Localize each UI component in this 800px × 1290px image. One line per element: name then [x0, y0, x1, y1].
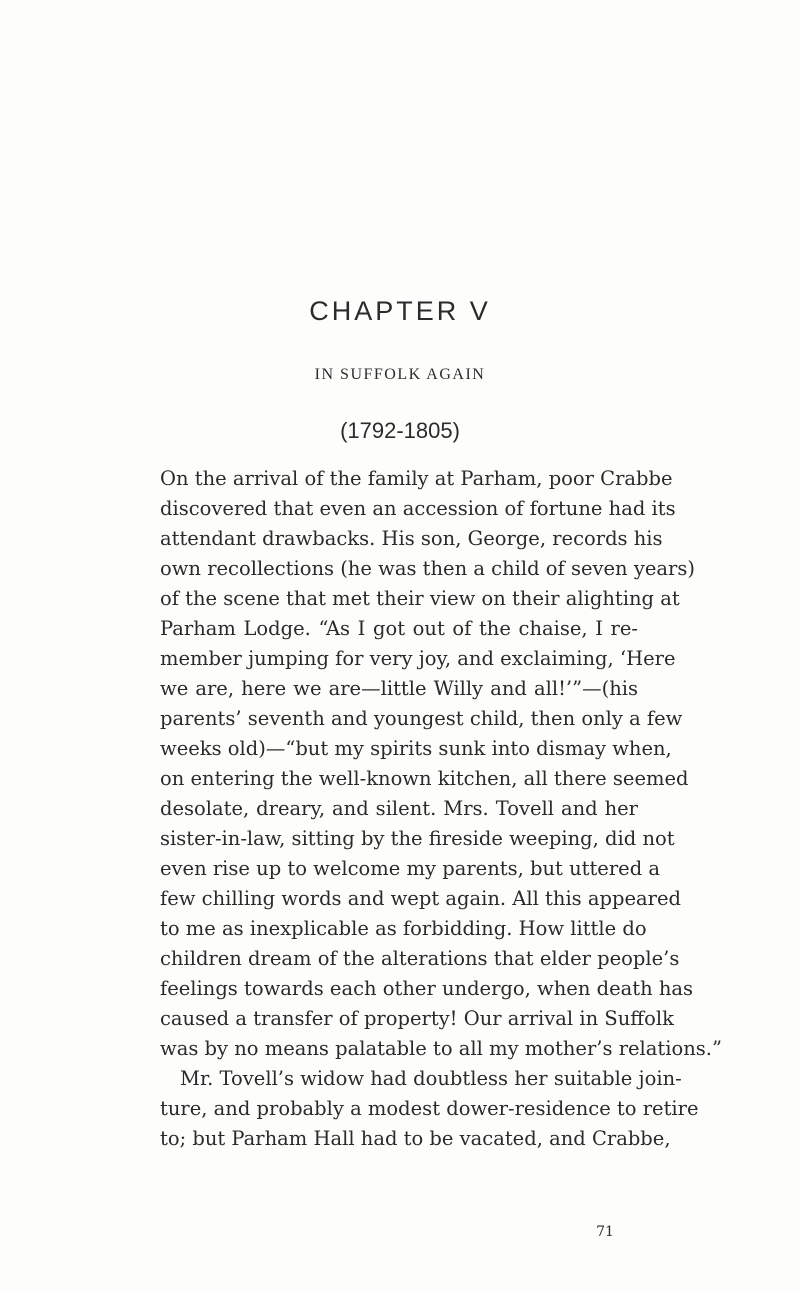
text-line: Mr. Tovell’s widow had doubtless her suitable join- [180, 1067, 682, 1090]
chapter-dates: (1792-1805) [340, 418, 460, 443]
text-line: even rise up to welcome my parents, but uttered a [160, 857, 661, 880]
text-line: parents’ seventh and youngest child, then only a few [160, 707, 683, 730]
text-line: to me as inexplicable as forbidding. How little do [160, 917, 647, 940]
text-line: desolate, dreary, and silent. Mrs. Tovell and her [160, 797, 638, 820]
text-line: discovered that even an accession of fortune had its [160, 497, 676, 520]
text-line: to; but Parham Hall had to be vacated, and Crabbe, [160, 1127, 671, 1150]
chapter-subtitle: IN SUFFOLK AGAIN [314, 366, 486, 383]
text-line: on entering the well-known kitchen, all there seemed [160, 767, 689, 790]
text-line: Parham Lodge. “As I got out of the chaise, I re- [160, 617, 638, 640]
text-line: On the arrival of the family at Parham, poor Crabbe [160, 467, 673, 490]
text-line: member jumping for very joy, and exclaiming, ‘Here [160, 647, 676, 670]
text-line: ture, and probably a modest dower-residence to retire [160, 1097, 699, 1120]
text-line: children dream of the alterations that elder people’s [160, 947, 680, 970]
page-number: 71 [596, 1224, 614, 1240]
text-line: few chilling words and wept again. All this appeared [160, 887, 681, 910]
text-line: was by no means palatable to all my mother’s relations.” [160, 1037, 722, 1060]
text-line: attendant drawbacks. His son, George, records his [160, 527, 663, 550]
text-line: we are, here we are—little Willy and all!’”—(his [160, 677, 638, 700]
chapter-title: CHAPTER V [309, 296, 491, 326]
text-line: own recollections (he was then a child of seven years) [160, 557, 695, 580]
text-line: caused a transfer of property! Our arrival in Suffolk [160, 1007, 674, 1030]
text-line: weeks old)—“but my spirits sunk into dismay when, [160, 737, 672, 760]
text-line: of the scene that met their view on their alighting at [160, 587, 680, 610]
text-line: feelings towards each other undergo, when death has [160, 977, 694, 1000]
text-line: sister-in-law, sitting by the fireside weeping, did not [160, 827, 675, 850]
body-text [160, 464, 722, 1154]
